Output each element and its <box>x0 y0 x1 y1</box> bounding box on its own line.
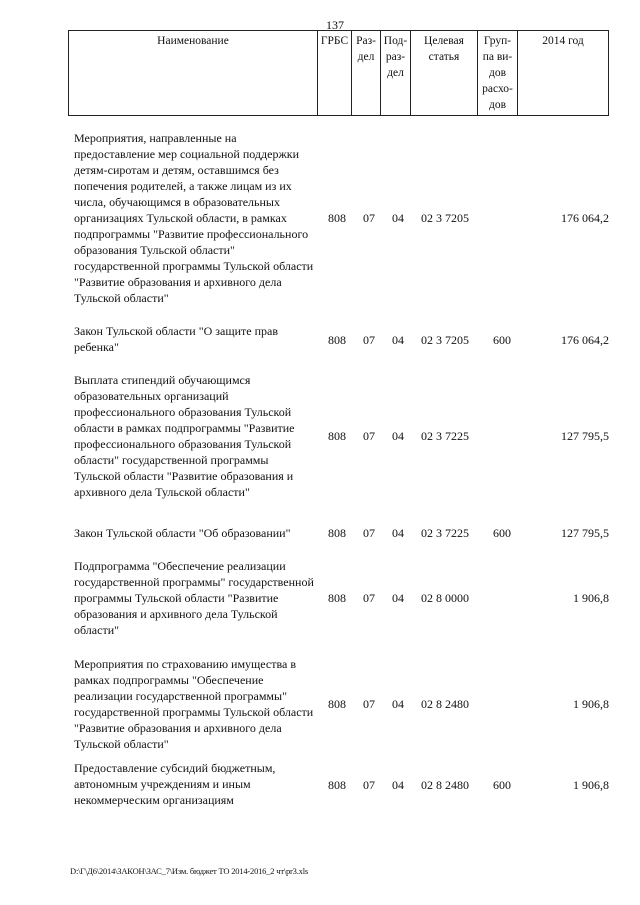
row-name: Мероприятия, направленные на предоставление мер социальной поддержки детям-сиротам и детям, оставшимся без попечения родителей, а также лицам из их числа, обучающимся в образовательных организациях Тульской области, в рамках подпрограммы "Развитие профессионального образования Тульской области" государственной программы Тульской области "Развитие образования и архивного дела Тульской области" <box>74 131 314 305</box>
row-grbs: 808 <box>328 526 346 540</box>
row-name: Закон Тульской области "О защите прав ребенка" <box>74 324 279 354</box>
row-amount: 176 064,2 <box>561 333 609 347</box>
row-grbs: 808 <box>328 333 346 347</box>
row-amount: 1 906,8 <box>573 697 609 711</box>
row-gruppa: 600 <box>493 526 511 540</box>
row-tselevaya-statya: 02 3 7205 <box>421 211 469 225</box>
row-razdel: 07 <box>363 778 375 792</box>
header-name: Наименование <box>69 31 318 116</box>
table-row <box>74 525 609 541</box>
row-tselevaya-statya: 02 8 2480 <box>421 697 469 711</box>
row-grbs: 808 <box>328 429 346 443</box>
row-grbs: 808 <box>328 778 346 792</box>
table-header <box>68 30 609 116</box>
row-tselevaya-statya: 02 3 7225 <box>421 429 469 443</box>
table-row <box>74 656 609 752</box>
row-name: Подпрограмма "Обеспечение реализации государственной программы" государственной программы Тульской области "Развитие образования и архивного дела Тульской области" <box>74 559 314 637</box>
row-razdel: 07 <box>363 211 375 225</box>
row-amount: 1 906,8 <box>573 778 609 792</box>
row-amount: 127 795,5 <box>561 429 609 443</box>
row-tselevaya-statya: 02 3 7225 <box>421 526 469 540</box>
header-podrazdel: Под- раз- дел <box>381 31 411 116</box>
row-razdel: 07 <box>363 429 375 443</box>
row-razdel: 07 <box>363 526 375 540</box>
table-row <box>74 130 609 306</box>
header-tselevaya-statya: Целевая статья <box>411 31 478 116</box>
page-number: 137 <box>326 18 344 32</box>
row-podrazdel: 04 <box>392 697 404 711</box>
row-razdel: 07 <box>363 333 375 347</box>
row-razdel: 07 <box>363 591 375 605</box>
row-podrazdel: 04 <box>392 429 404 443</box>
row-razdel: 07 <box>363 697 375 711</box>
header-grbs: ГРБС <box>318 31 352 116</box>
row-gruppa: 600 <box>493 778 511 792</box>
table-row <box>74 760 609 808</box>
row-amount: 176 064,2 <box>561 211 609 225</box>
row-name: Предоставление субсидий бюджетным, автономным учреждениям и иным некоммерческим организациям <box>74 761 276 807</box>
row-name: Закон Тульской области "Об образовании" <box>74 526 291 540</box>
table-row <box>74 558 609 638</box>
row-podrazdel: 04 <box>392 591 404 605</box>
row-grbs: 808 <box>328 211 346 225</box>
row-tselevaya-statya: 02 8 0000 <box>421 591 469 605</box>
row-tselevaya-statya: 02 3 7205 <box>421 333 469 347</box>
row-name: Выплата стипендий обучающимся образовательных организаций профессионального образования Тульской области в рамках подпрограммы "Развитие профессионального образования Тульской области" государственной программы Тульской области "Развитие образования и архивного дела Тульской области" <box>74 373 295 499</box>
row-tselevaya-statya: 02 8 2480 <box>421 778 469 792</box>
row-grbs: 808 <box>328 591 346 605</box>
row-podrazdel: 04 <box>392 526 404 540</box>
row-name: Мероприятия по страхованию имущества в рамках подпрограммы "Обеспечение реализации государственной программы" государственной программы Тульской области "Развитие образования и архивного дела Тульской области" <box>74 657 314 751</box>
header-year: 2014 год <box>518 31 609 116</box>
header-razdel: Раз- дел <box>352 31 381 116</box>
table-row <box>74 323 609 355</box>
row-amount: 1 906,8 <box>573 591 609 605</box>
footer-file-path: D:\Г\Д6\2014\ЗАКОН\ЗАС_7\Изм. бюджет ТО 2014-2016_2 чт\pr3.xls <box>70 866 308 876</box>
header-gruppa-vidov-raskhodov: Груп- па ви- дов расхо- дов <box>478 31 518 116</box>
row-amount: 127 795,5 <box>561 526 609 540</box>
row-podrazdel: 04 <box>392 211 404 225</box>
row-podrazdel: 04 <box>392 778 404 792</box>
row-podrazdel: 04 <box>392 333 404 347</box>
table-row <box>74 372 609 500</box>
row-gruppa: 600 <box>493 333 511 347</box>
row-grbs: 808 <box>328 697 346 711</box>
